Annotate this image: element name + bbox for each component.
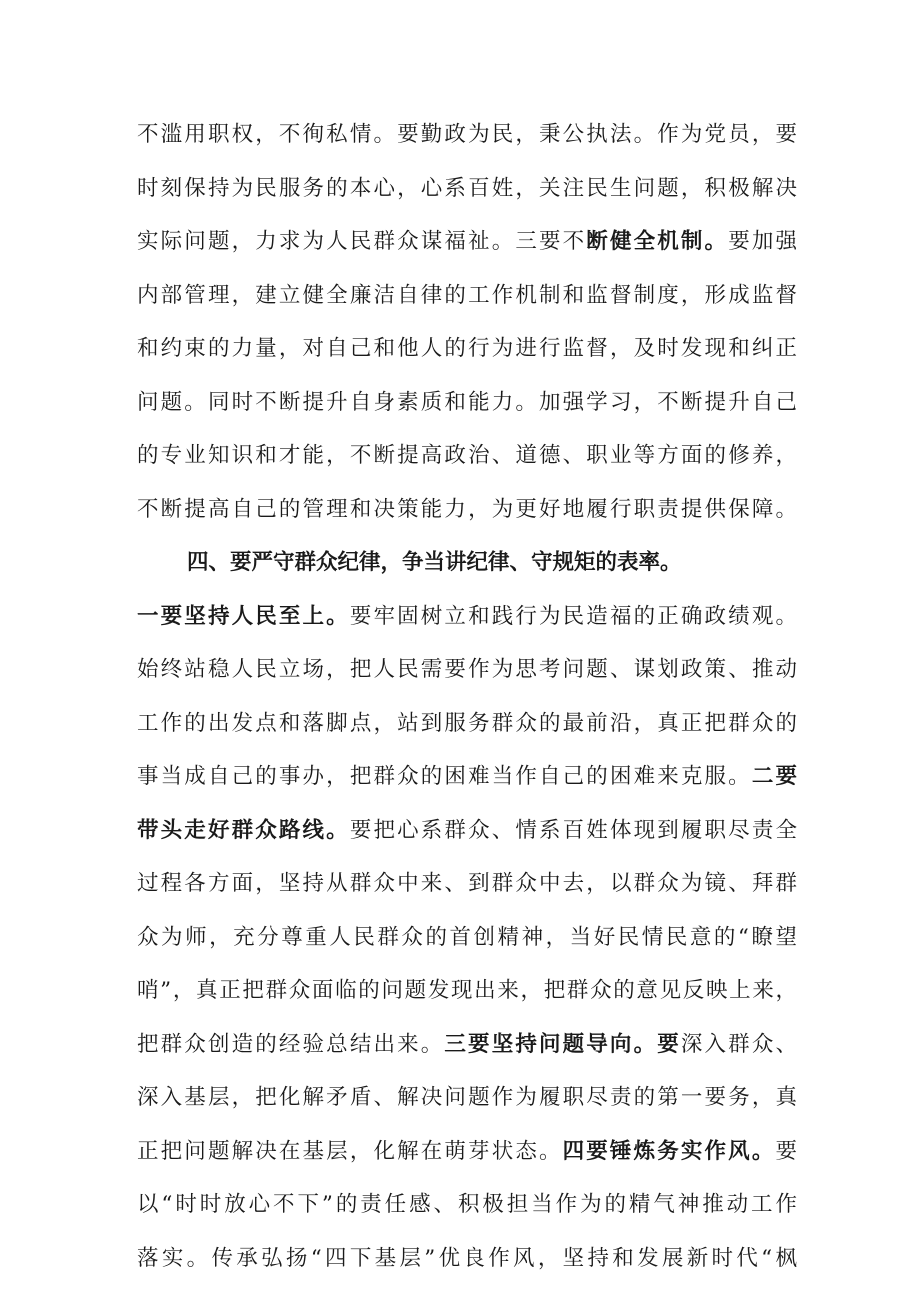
- text-line: 众为师，充分尊重人民群众的首创精神，当好民情民意的“瞭望: [137, 924, 797, 950]
- text-line: 落实。传承弘扬“四下基层”优良作风，坚持和发展新时代“枫: [137, 1245, 797, 1271]
- bold-phrase: 一要坚持人民至上。: [137, 603, 350, 629]
- bold-phrase: 三要坚持问题导向。要: [444, 1031, 681, 1057]
- text-line: 始终站稳人民立场，把人民需要作为思考问题、谋划政策、推动: [137, 657, 797, 682]
- section-heading: 四、要严守群众纪律，争当讲纪律、守规矩的表率。: [187, 550, 682, 575]
- text-line: 内部管理，建立健全廉洁自律的工作机制和监督制度，形成监督: [137, 282, 797, 308]
- text-line: 哨”，真正把群众面临的问题发现出来，把群众的意见反映上来，: [137, 978, 797, 1003]
- text-line: 以“时时放心不下”的责任感、积极担当作为的精气神推动工作: [137, 1192, 797, 1217]
- text-line: 深入基层，把化解矛盾、解决问题作为履职尽责的第一要务，真: [137, 1085, 797, 1110]
- text-line: 事当成自己的事办，把群众的困难当作自己的困难来克服。二要: [137, 764, 797, 789]
- text-line: 时刻保持为民服务的本心，心系百姓，关注民生问题，积极解决: [137, 175, 797, 201]
- bold-phrase: 带头走好群众路线。: [137, 817, 350, 843]
- text-line: 一要坚持人民至上。要牢固树立和践行为民造福的正确政绩观。: [137, 603, 797, 629]
- text-line: 的专业知识和才能，不断提高政治、道德、职业等方面的修养，: [137, 443, 797, 468]
- text-line: 正把问题解决在基层，化解在萌芽状态。四要锤炼务实作风。要: [137, 1138, 797, 1164]
- text-line: 不断提高自己的管理和决策能力，为更好地履行职责提供保障。: [137, 496, 797, 522]
- text-line: 把群众创造的经验总结出来。三要坚持问题导向。要深入群众、: [137, 1031, 797, 1057]
- document-page: [137, 108, 797, 1285]
- text-line: 带头走好群众路线。要把心系群众、情系百姓体现到履职尽责全: [137, 817, 797, 843]
- text-line: 不滥用职权，不徇私情。要勤政为民，秉公执法。作为党员，要: [137, 122, 797, 147]
- bold-phrase: 断健全机制。: [586, 229, 729, 254]
- text-line: 和约束的力量，对自己和他人的行为进行监督，及时发现和纠正: [137, 336, 797, 361]
- text-line: 工作的出发点和落脚点，站到服务群众的最前沿，真正把群众的: [137, 710, 797, 736]
- text-line: 过程各方面，坚持从群众中来、到群众中去，以群众为镜、拜群: [137, 871, 797, 896]
- text-line: 实际问题，力求为人民群众谋福祉。三要不断健全机制。要加强: [137, 229, 797, 254]
- bold-phrase: 四要锤炼务实作风。: [562, 1138, 776, 1164]
- text-line: 问题。同时不断提升自身素质和能力。加强学习，不断提升自己: [137, 389, 797, 415]
- bold-phrase: 二要: [751, 764, 797, 789]
